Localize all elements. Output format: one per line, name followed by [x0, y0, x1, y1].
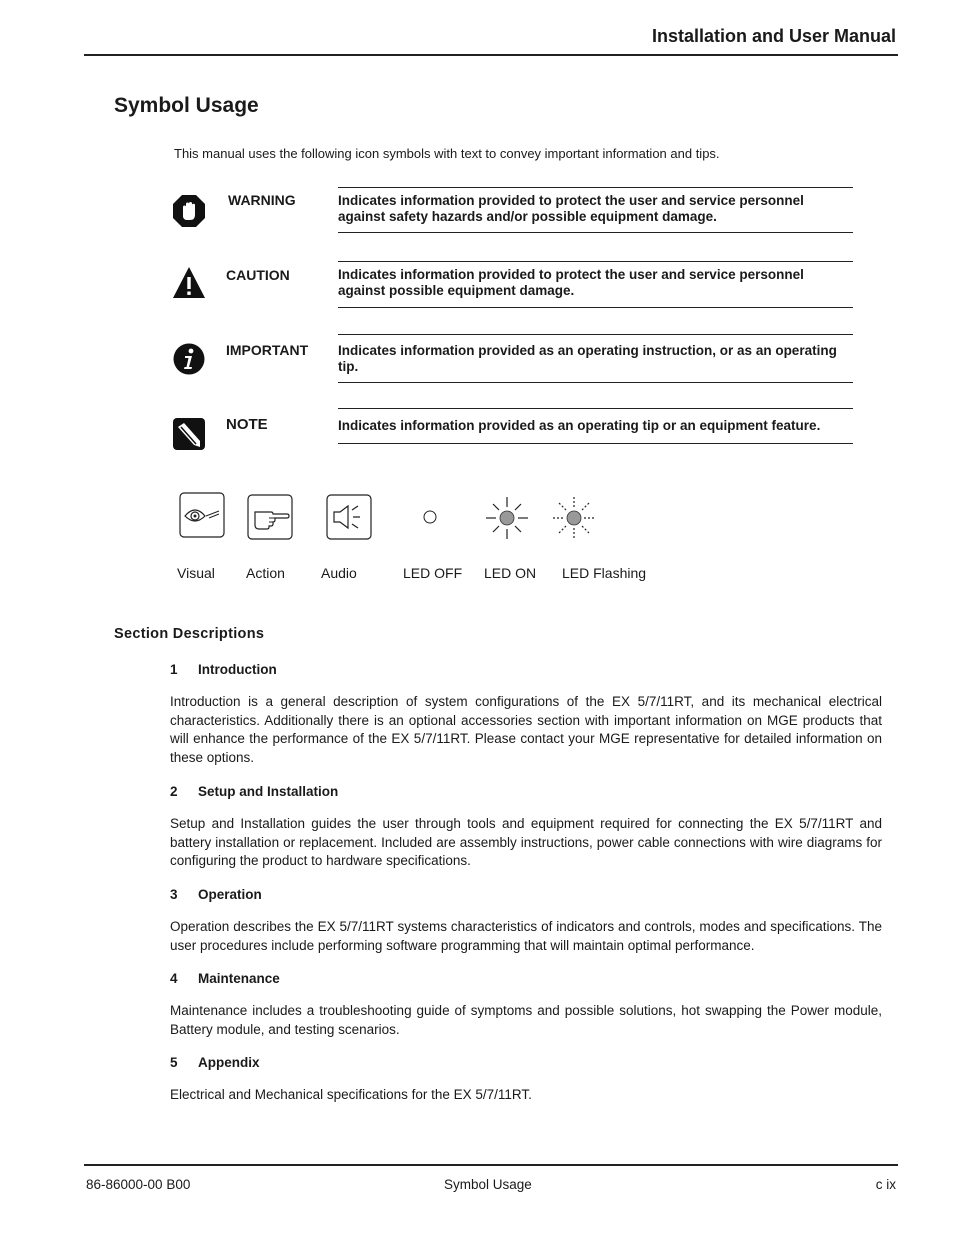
- section-heading: [170, 662, 277, 677]
- section-heading: [170, 1055, 260, 1070]
- caution-label: CAUTION: [226, 267, 290, 283]
- info-icon: [172, 342, 206, 376]
- section-text: Setup and Installation guides the user through tools and equipment required for connecting the EX 5/7/11RT and battery installation or replacement. Included are assembly instructions, power cable connections with wire diagrams for configuring the product to hardware specifications.: [170, 816, 882, 869]
- legend-label-action: Action: [246, 565, 285, 581]
- caution-text: Indicates information provided to protect the user and service personnel against possible equipment damage.: [338, 261, 853, 308]
- legend-label-audio: Audio: [321, 565, 357, 581]
- important-label: IMPORTANT: [226, 342, 309, 358]
- legend-label-led-on: LED ON: [484, 565, 537, 581]
- footer-doc-number: 86-86000-00 B00: [86, 1177, 191, 1192]
- section-text: Electrical and Mechanical specifications for the EX 5/7/11RT.: [170, 1087, 532, 1102]
- legend-label-led-off: LED OFF: [403, 565, 463, 581]
- section-heading: [170, 971, 280, 986]
- section-number: 4: [170, 971, 178, 986]
- stop-hand-icon: [172, 194, 206, 228]
- legend-label-led-flashing: LED Flashing: [562, 565, 647, 581]
- warning-triangle-icon: [172, 266, 206, 300]
- led-on-icon: [485, 496, 529, 540]
- section-text: Introduction is a general description of system configurations of the EX 5/7/11RT, and its mechanical electrical characteristics. Additionally there is an optional accessories section with important information on MGE products that will enhance the performance of the EX 5/7/11RT. Please contact your MGE representative for detailed information on these options.: [170, 694, 882, 766]
- section-heading: [170, 784, 338, 799]
- warning-text: Indicates information provided to protect the user and service personnel against safety hazards and/or possible equipment damage.: [338, 187, 853, 233]
- section-title: Maintenance: [198, 971, 280, 986]
- section-title: Appendix: [198, 1055, 260, 1070]
- footer-section: Symbol Usage: [444, 1177, 532, 1192]
- section-text: Maintenance includes a troubleshooting guide of symptoms and possible solutions, hot swapping the Power module, Battery module, and testing scenarios.: [170, 1003, 882, 1037]
- section-text: Operation describes the EX 5/7/11RT systems characteristics of indicators and controls, modes and specifications. The user procedures include performing software programming that will maintain optimal performance.: [170, 919, 882, 953]
- led-off-icon: [421, 508, 439, 526]
- warning-label: WARNING: [228, 192, 296, 208]
- intro-text: This manual uses the following icon symbols with text to convey important information and tips.: [174, 146, 720, 161]
- section-number: 1: [170, 662, 178, 677]
- section-title: Introduction: [198, 662, 277, 677]
- page-title: Symbol Usage: [114, 94, 259, 117]
- note-label: NOTE: [226, 416, 268, 433]
- eye-icon: [179, 492, 225, 538]
- section-title: Operation: [198, 887, 262, 902]
- footer-page-number: c ix: [875, 1177, 896, 1192]
- section-number: 5: [170, 1055, 178, 1070]
- header-rule: [84, 54, 898, 56]
- section-title: Setup and Installation: [198, 784, 339, 799]
- section-number: 2: [170, 784, 178, 799]
- footer-rule: [84, 1164, 898, 1166]
- legend-label-visual: Visual: [177, 565, 215, 581]
- pencil-note-icon: [172, 417, 206, 451]
- note-text: Indicates information provided as an operating tip or an equipment feature.: [338, 408, 853, 444]
- pointing-hand-icon: [247, 494, 293, 540]
- section-heading: [170, 887, 262, 902]
- section-number: 3: [170, 887, 178, 902]
- header-title: Installation and User Manual: [651, 26, 896, 46]
- speaker-icon: [326, 494, 372, 540]
- section-descriptions-title: Section Descriptions: [114, 626, 265, 642]
- important-text: Indicates information provided as an operating instruction, or as an operating tip.: [338, 334, 853, 383]
- led-flashing-icon: [552, 496, 596, 540]
